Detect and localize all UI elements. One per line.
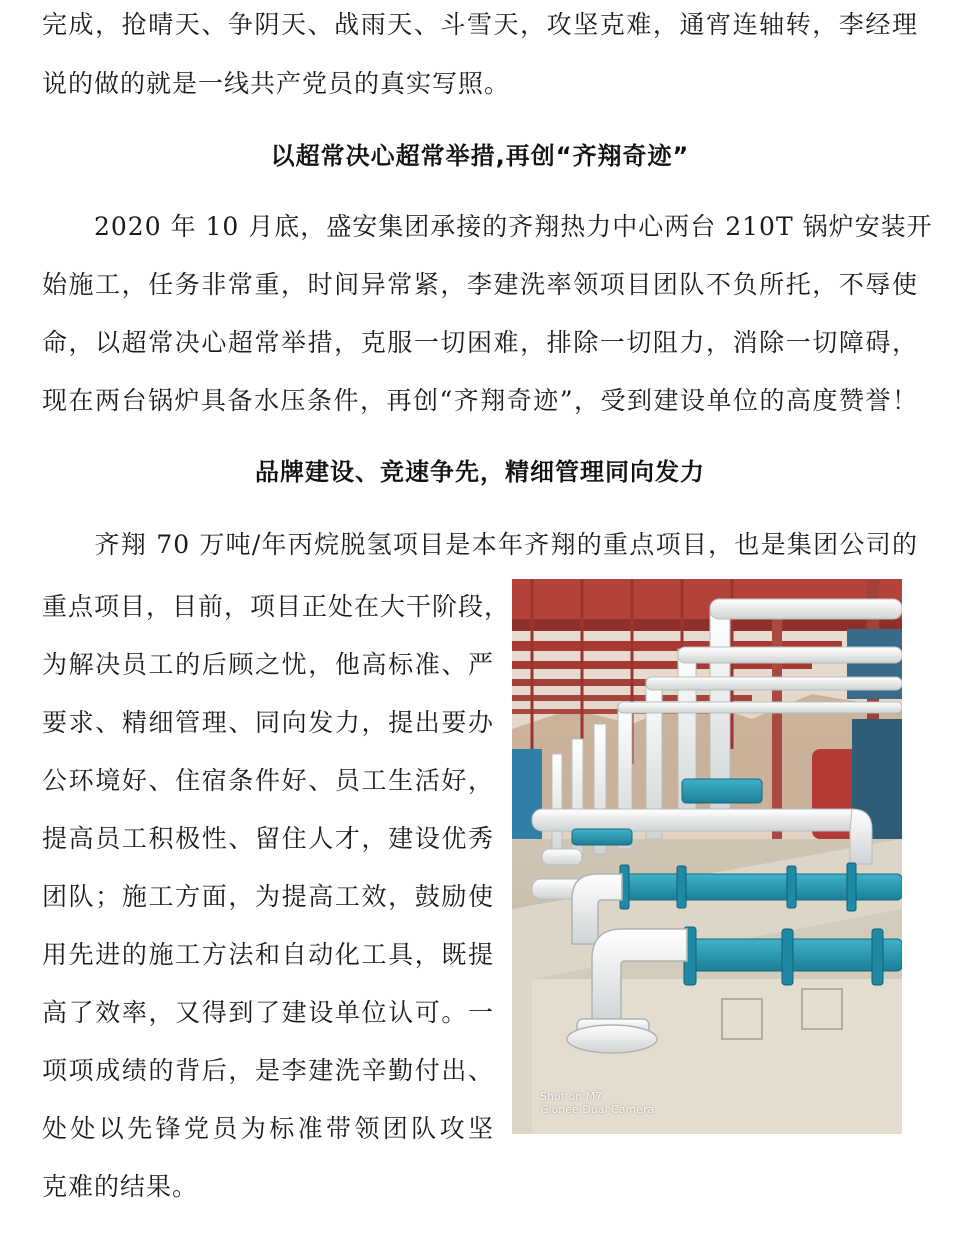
watermark-line-1: Shot on M7 — [540, 1090, 603, 1103]
section1-line-2: 始施工，任务非常重，时间异常紧，李建洗率领项目团队不负所托，不辱使 — [42, 270, 918, 299]
section1-line-4: 现在两台锅炉具备水压条件，再创“齐翔奇迹”，受到建设单位的高度赞誉！ — [42, 386, 918, 415]
section2-line-6: 团队；施工方面，为提高工效，鼓励使 — [42, 882, 494, 911]
pipeline-photo — [512, 579, 902, 1134]
section2-line-8: 高了效率，又得到了建设单位认可。一 — [42, 998, 494, 1027]
section2-line-7: 用先进的施工方法和自动化工具，既提 — [42, 940, 494, 969]
intro-line-2: 说的做的就是一线共产党员的真实写照。 — [42, 69, 511, 98]
section2-line-11: 克难的结果。 — [42, 1172, 199, 1201]
section-heading-2: 品牌建设、竞速争先，精细管理同向发力 — [255, 458, 705, 486]
section2-line-1: 重点项目，目前，项目正处在大干阶段， — [42, 592, 511, 621]
section2-line-5: 提高员工积极性、留住人才，建设优秀 — [42, 824, 494, 853]
section2-line-3: 要求、精细管理、同向发力，提出要办 — [42, 708, 494, 737]
section-heading-1: 以超常决心超常举措,再创“齐翔奇迹” — [270, 142, 690, 170]
section2-line-4: 公环境好、住宿条件好、员工生活好， — [42, 766, 494, 795]
section2-line-2: 为解决员工的后顾之忧，他高标准、严 — [42, 650, 494, 679]
camera-watermark — [540, 1090, 654, 1116]
section2-line-9: 项项成绩的背后，是李建洗辛勤付出、 — [42, 1056, 494, 1085]
intro-line-1: 完成，抢晴天、争阴天、战雨天、斗雪天，攻坚克难，通宵连轴转，李经理 — [42, 10, 918, 39]
section1-line-1: 2020 年 10 月底，盛安集团承接的齐翔热力中心两台 210T 锅炉安装开 — [42, 212, 933, 241]
pipeline-photo-illustration — [512, 579, 902, 1134]
section2-line-10: 处处以先锋党员为标准带领团队攻坚 — [42, 1114, 494, 1143]
section1-line-3: 命，以超常决心超常举措，克服一切困难，排除一切阻力，消除一切障碍， — [42, 328, 918, 357]
section2-line-first: 齐翔 70 万吨/年丙烷脱氢项目是本年齐翔的重点项目，也是集团公司的 — [42, 530, 918, 559]
watermark-line-2: Gionee Dual Camera — [540, 1103, 655, 1116]
